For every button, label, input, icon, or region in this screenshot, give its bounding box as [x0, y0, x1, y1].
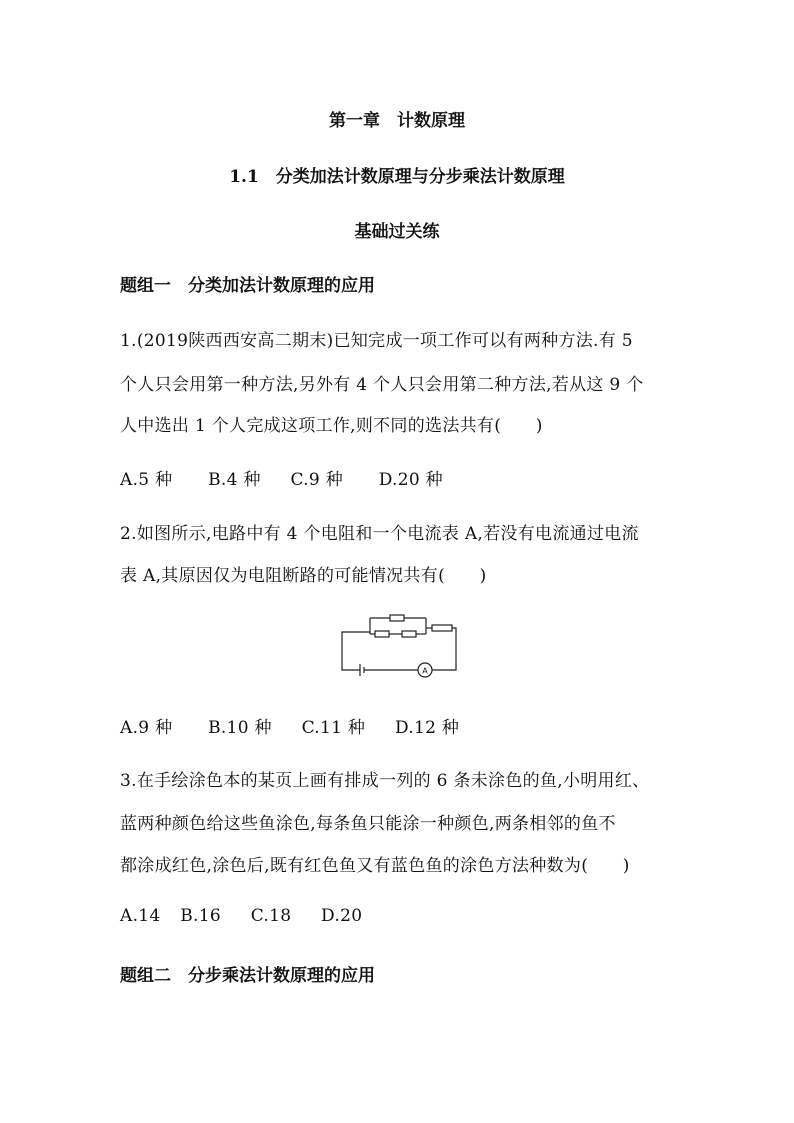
q1-options [120, 465, 473, 490]
group1-title: 题组一 分类加法计数原理的应用 [120, 276, 375, 296]
q1-option-a: A.5 种 [120, 470, 173, 490]
q3-line-1: 3.在手绘涂色本的某页上画有排成一列的 6 条未涂色的鱼,小明用红、 [120, 771, 650, 791]
resistor-1 [390, 615, 404, 621]
resistor-4 [432, 625, 452, 631]
q1-line-1: 1.(2019陕西西安高二期末)已知完成一项工作可以有两种方法.有 5 [120, 331, 633, 351]
q3-line-3: 都涂成红色,涂色后,既有红色鱼又有蓝色鱼的涂色方法种数为( ) [120, 856, 630, 876]
chapter-title: 第一章 计数原理 [329, 111, 465, 131]
q2-line-1: 2.如图所示,电路中有 4 个电阻和一个电流表 A,若没有电流通过电流 [120, 524, 639, 544]
q2-options [120, 713, 489, 738]
section-title: 1.1 分类加法计数原理与分步乘法计数原理 [229, 167, 565, 187]
ammeter-label: A [422, 666, 428, 676]
q1-line-3: 人中选出 1 个人完成这项工作,则不同的选法共有( ) [120, 416, 543, 436]
q2-option-d: D.12 种 [394, 718, 460, 738]
circuit-wire-right [432, 628, 456, 670]
q2-option-c: C.11 种 [301, 718, 366, 738]
resistor-2 [375, 631, 389, 637]
resistor-3 [402, 631, 416, 637]
q1-option-c: C.9 种 [290, 470, 343, 490]
q3-options [120, 906, 392, 926]
q1-line-2: 个人只会用第一种方法,另外有 4 个人只会用第二种方法,若从这 9 个 [120, 375, 644, 395]
q3-option-d: D.20 [321, 906, 363, 926]
q3-option-b: B.16 [180, 906, 221, 926]
circuit-wire-left [342, 632, 370, 644]
q2-option-a: A.9 种 [120, 718, 173, 738]
q3-line-2: 蓝两种颜色给这些鱼涂色,每条鱼只能涂一种颜色,两条相邻的鱼不 [120, 814, 616, 834]
q2-option-b: B.10 种 [208, 718, 272, 738]
q2-line-2: 表 A,其原因仅为电阻断路的可能情况共有( ) [120, 566, 487, 586]
group2-title: 题组二 分步乘法计数原理的应用 [120, 966, 375, 986]
subsection-title: 基础过关练 [354, 222, 440, 242]
q1-option-b: B.4 种 [208, 470, 261, 490]
circuit-wire-left-bottom [342, 652, 360, 670]
q1-option-d: D.20 种 [378, 470, 443, 490]
q3-option-a: A.14 [120, 906, 161, 926]
circuit-diagram [330, 610, 462, 680]
q3-option-c: C.18 [250, 906, 292, 926]
